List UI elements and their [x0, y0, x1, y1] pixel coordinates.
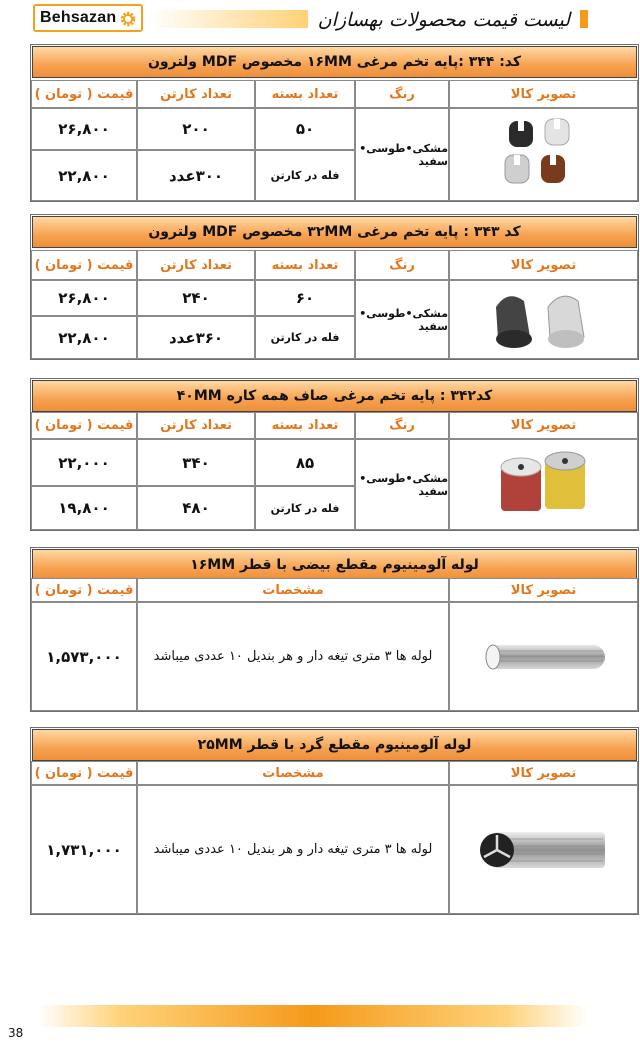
carton-cell: ۳۰۰عدد [137, 150, 255, 201]
price-cell: ۲۲,۸۰۰ [31, 316, 137, 359]
carton-cell: ۲۴۰ [137, 280, 255, 316]
carton-cell: ۴۸۰ [137, 486, 255, 530]
header-carton: تعداد کارتن [137, 412, 255, 439]
product-image-cell [449, 108, 638, 201]
color-cell: مشکی•طوسی• سفید [355, 280, 449, 359]
header-price: قیمت ( تومان ) [31, 80, 137, 108]
product-table-oval-tube [30, 547, 639, 712]
header-pack: تعداد بسته [255, 80, 355, 108]
brand-logo [33, 4, 143, 32]
product-image-cell [449, 785, 638, 914]
price-cell: ۱,۵۷۳,۰۰۰ [31, 602, 137, 711]
header-carton: تعداد کارتن [137, 80, 255, 108]
header-price: قیمت ( تومان ) [31, 412, 137, 439]
header-image: تصویر کالا [449, 250, 638, 280]
pack-cell: ۸۵ [255, 439, 355, 486]
product-table-344 [30, 44, 639, 202]
spec-cell: لوله ها ۳ متری تیغه دار و هر بندیل ۱۰ عددی میباشد [137, 785, 449, 914]
logo-text: Behsazan [40, 9, 117, 26]
section-title: کد ۳۴۳ : پایه تخم مرغی ۳۲MM مخصوص MDF ولترون [32, 216, 637, 248]
header-image: تصویر کالا [449, 412, 638, 439]
carton-cell: ۲۰۰ [137, 108, 255, 150]
product-image-cell [449, 602, 638, 711]
aluminum-tube-image [479, 637, 609, 677]
price-cell: ۲۶,۸۰۰ [31, 280, 137, 316]
pack-cell: فله در کارتن [255, 316, 355, 359]
header-price: قیمت ( تومان ) [31, 761, 137, 785]
carton-cell: ۳۴۰ [137, 439, 255, 486]
section-title: کد۳۴۲ : پایه تخم مرغی صاف همه کاره ۴۰MM [32, 380, 637, 412]
product-image-cell [449, 439, 638, 530]
section-title: کد: ۳۴۴ :پایه تخم مرغی ۱۶MM مخصوص MDF ولترون [32, 46, 637, 78]
header-image: تصویر کالا [449, 80, 638, 108]
page-number: 38 [8, 1026, 24, 1040]
pack-cell: فله در کارتن [255, 486, 355, 530]
section-title: لوله آلومینیوم مقطع بیضی با قطر ۱۶MM [32, 549, 637, 581]
header-pack: تعداد بسته [255, 412, 355, 439]
header-price: قیمت ( تومان ) [31, 578, 137, 602]
aluminum-tube-image [479, 826, 609, 874]
carton-cell: ۳۶۰عدد [137, 316, 255, 359]
header-image: تصویر کالا [449, 761, 638, 785]
product-table-342 [30, 378, 639, 531]
price-cell: ۲۲,۸۰۰ [31, 150, 137, 201]
header-price: قیمت ( تومان ) [31, 250, 137, 280]
pack-cell: فله در کارتن [255, 150, 355, 201]
price-cell: ۱۹,۸۰۰ [31, 486, 137, 530]
header-pack: تعداد بسته [255, 250, 355, 280]
price-cell: ۱,۷۳۱,۰۰۰ [31, 785, 137, 914]
color-cell: مشکی•طوسی• سفید [355, 439, 449, 530]
header-image: تصویر کالا [449, 578, 638, 602]
color-cell: مشکی•طوسی• سفید [355, 108, 449, 201]
round-support-image [489, 449, 599, 521]
footer-accent-bar [38, 1005, 588, 1027]
price-cell: ۲۶,۸۰۰ [31, 108, 137, 150]
header-spec: مشخصات [137, 578, 449, 602]
shelf-support-image [484, 287, 604, 353]
spec-cell: لوله ها ۳ متری تیغه دار و هر بندیل ۱۰ عددی میباشد [137, 602, 449, 711]
pack-cell: ۵۰ [255, 108, 355, 150]
page-header [0, 0, 640, 40]
page-title: لیست قیمت محصولات بهسازان [308, 6, 580, 34]
pack-cell: ۶۰ [255, 280, 355, 316]
header-color: رنگ [355, 250, 449, 280]
product-table-round-tube [30, 727, 639, 915]
header-color: رنگ [355, 80, 449, 108]
section-title: لوله آلومینیوم مقطع گرد با قطر ۲۵MM [32, 729, 637, 761]
gear-icon [119, 10, 137, 28]
product-table-343 [30, 214, 639, 360]
price-cell: ۲۲,۰۰۰ [31, 439, 137, 486]
header-spec: مشخصات [137, 761, 449, 785]
shelf-support-image [489, 115, 599, 195]
header-carton: تعداد کارتن [137, 250, 255, 280]
product-image-cell [449, 280, 638, 359]
header-color: رنگ [355, 412, 449, 439]
